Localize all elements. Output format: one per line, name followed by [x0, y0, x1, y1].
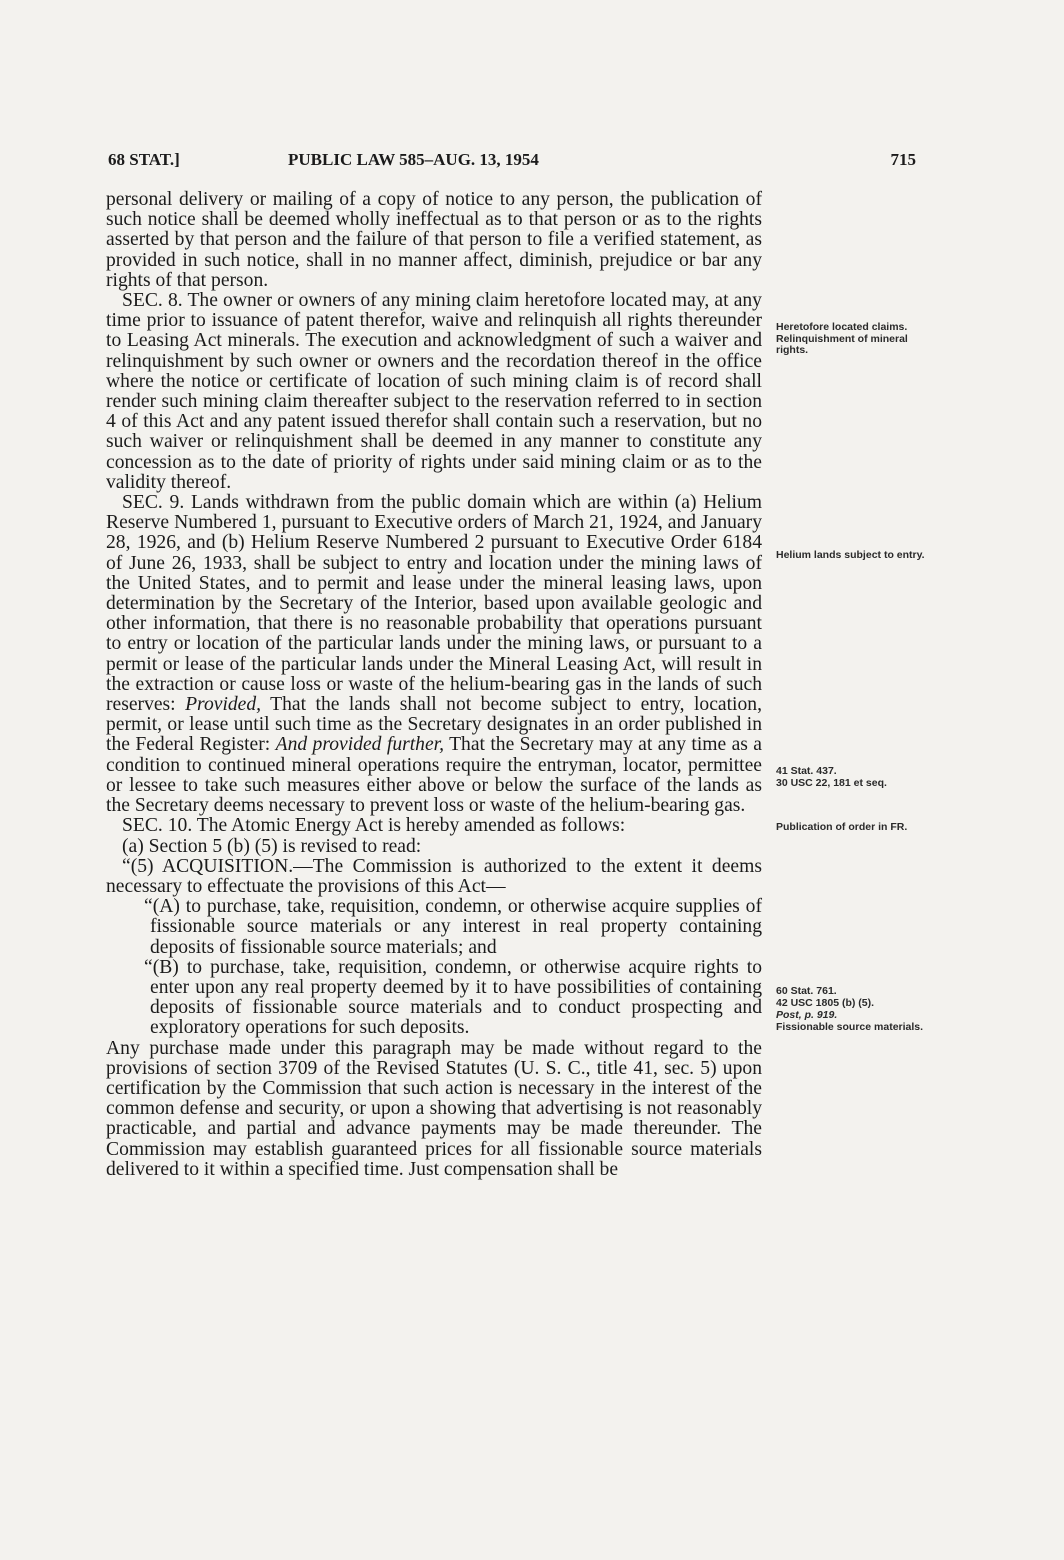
clause-b: “(B) to purchase, take, requisition, condemn, or otherwise acquire rights to enter upon any real property deemed by it to have possibilities of containing deposits of fissionable source materials and to conduct prospecting and exploratory operations for such deposits. [144, 956, 762, 1039]
proviso-further: And provided further, [275, 734, 445, 756]
section-text: That the Secretary may at any time as a condition to continued mineral operations require the entryman, locator, permittee or lessee to take such measures either above or below the surface of the lands as the Secretary deems necessary to prevent loss or waste of the helium-bearing gas. [106, 734, 762, 817]
section-9 [106, 493, 762, 816]
law-title: PUBLIC LAW 585–AUG. 13, 1954 [288, 150, 539, 169]
clause-a: “(A) to purchase, take, requisition, condemn, or otherwise acquire supplies of fissionable source materials or any interest in real property containing deposits of fissionable source materials; and [144, 896, 762, 958]
paragraph-continuation: personal delivery or mailing of a copy of notice to any person, the publication of such notice shall be deemed wholly ineffectual as to that person or as to the rights asserted by that person and the failure of that person to file a verified statement, as provided in such notice, shall in no manner affect, diminish, prejudice or bar any rights of that person. [106, 189, 762, 291]
acquisition-label: “(5) ACQUISITION. [122, 855, 294, 877]
section-10 [106, 816, 762, 836]
post-reference: Post, p. 919. [776, 1009, 838, 1021]
acquisition-text: —The Commission is authorized to the extent it deems necessary to effectuate the provisions of this Act— [106, 855, 762, 897]
margin-note-relinquishment: Heretofore located claims. Relinquishment of mineral rights. [776, 321, 908, 356]
proviso: Provided, [185, 694, 262, 716]
section-text: That the lands shall not become subject to entry, location, permit, or lease until such time as the Secretary designates in an order published in the Federal Register: [106, 694, 762, 756]
margin-note-stat-437: 41 Stat. 437. 30 USC 22, 181 et seq. [776, 765, 887, 789]
volume-reference: 68 STAT.] [108, 150, 180, 169]
margin-note-fissionable [776, 1010, 926, 1033]
section-10-a: (a) Section 5 (b) (5) is revised to read: [122, 835, 422, 857]
acquisition-paragraph [106, 857, 762, 897]
section-label: SEC. 8. [122, 290, 183, 312]
body-text [106, 190, 762, 1180]
fissionable-note: Fissionable source materials. [776, 1020, 924, 1033]
margin-note-publication: Publication of order in FR. [776, 821, 908, 833]
margin-note-helium-lands: Helium lands subject to entry. [776, 549, 925, 561]
closing-paragraph: Any purchase made under this paragraph may be made without regard to the provisions of section 3709 of the Revised Statutes (U. S. C., title 41, sec. 5) upon certification by the Commission that such action is necessary in the interest of the common defense and security, or upon a showing that advertising is not reasonably practicable, and partial and advance payments may be made thereunder. The Commission may establish guaranteed prices for all fissionable source materials delivered to it within a specified time. Just compensation shall be [106, 1037, 762, 1180]
running-header [108, 150, 916, 176]
section-label: SEC. 9. [122, 492, 185, 514]
section-8 [106, 291, 762, 493]
section-text: Lands withdrawn from the public domain which are within (a) Helium Reserve Numbered 1, pursuant to Executive orders of March 21, 1924, and January 28, 1926, and (b) Helium Reserve Numbered 2 pursuant to Executive Order 6184 of June 26, 1933, shall be subject to entry and location under the mining laws of the United States, and to permit and lease under the mineral leasing laws, upon determination by the Secretary of the Interior, based upon available geologic and other information, that there is no reasonable probability that operations pursuant to entry or location of the particular lands under the mining laws, or pursuant to a permit or lease of the particular lands under the Mineral Leasing Act, will result in the extraction or cause loss or waste of the helium-bearing gas in the lands of such reserves: [106, 492, 762, 716]
page-number: 715 [890, 150, 916, 169]
section-text: The owner or owners of any mining claim heretofore located may, at any time prior to issuance of patent therefor, waive and relinquish all rights thereunder to Leasing Act minerals. The execution and acknowledgment of such a waiver and relinquishment by such owner or owners and the recordation thereof in the office where the notice or certificate of location of such mining claim is of record shall render such mining claim thereafter subject to the reservation referred to in section 4 of this Act and any patent issued therefor shall contain such a reservation, but no such waiver or relinquishment shall be deemed in any manner to constitute any concession as to the date of priority of rights under said mining claim or as to the validity thereof. [106, 290, 762, 493]
section-text: The Atomic Energy Act is hereby amended as follows: [192, 815, 626, 837]
margin-note-stat-761: 60 Stat. 761. 42 USC 1805 (b) (5). [776, 985, 875, 1009]
section-label: SEC. 10. [122, 815, 193, 837]
